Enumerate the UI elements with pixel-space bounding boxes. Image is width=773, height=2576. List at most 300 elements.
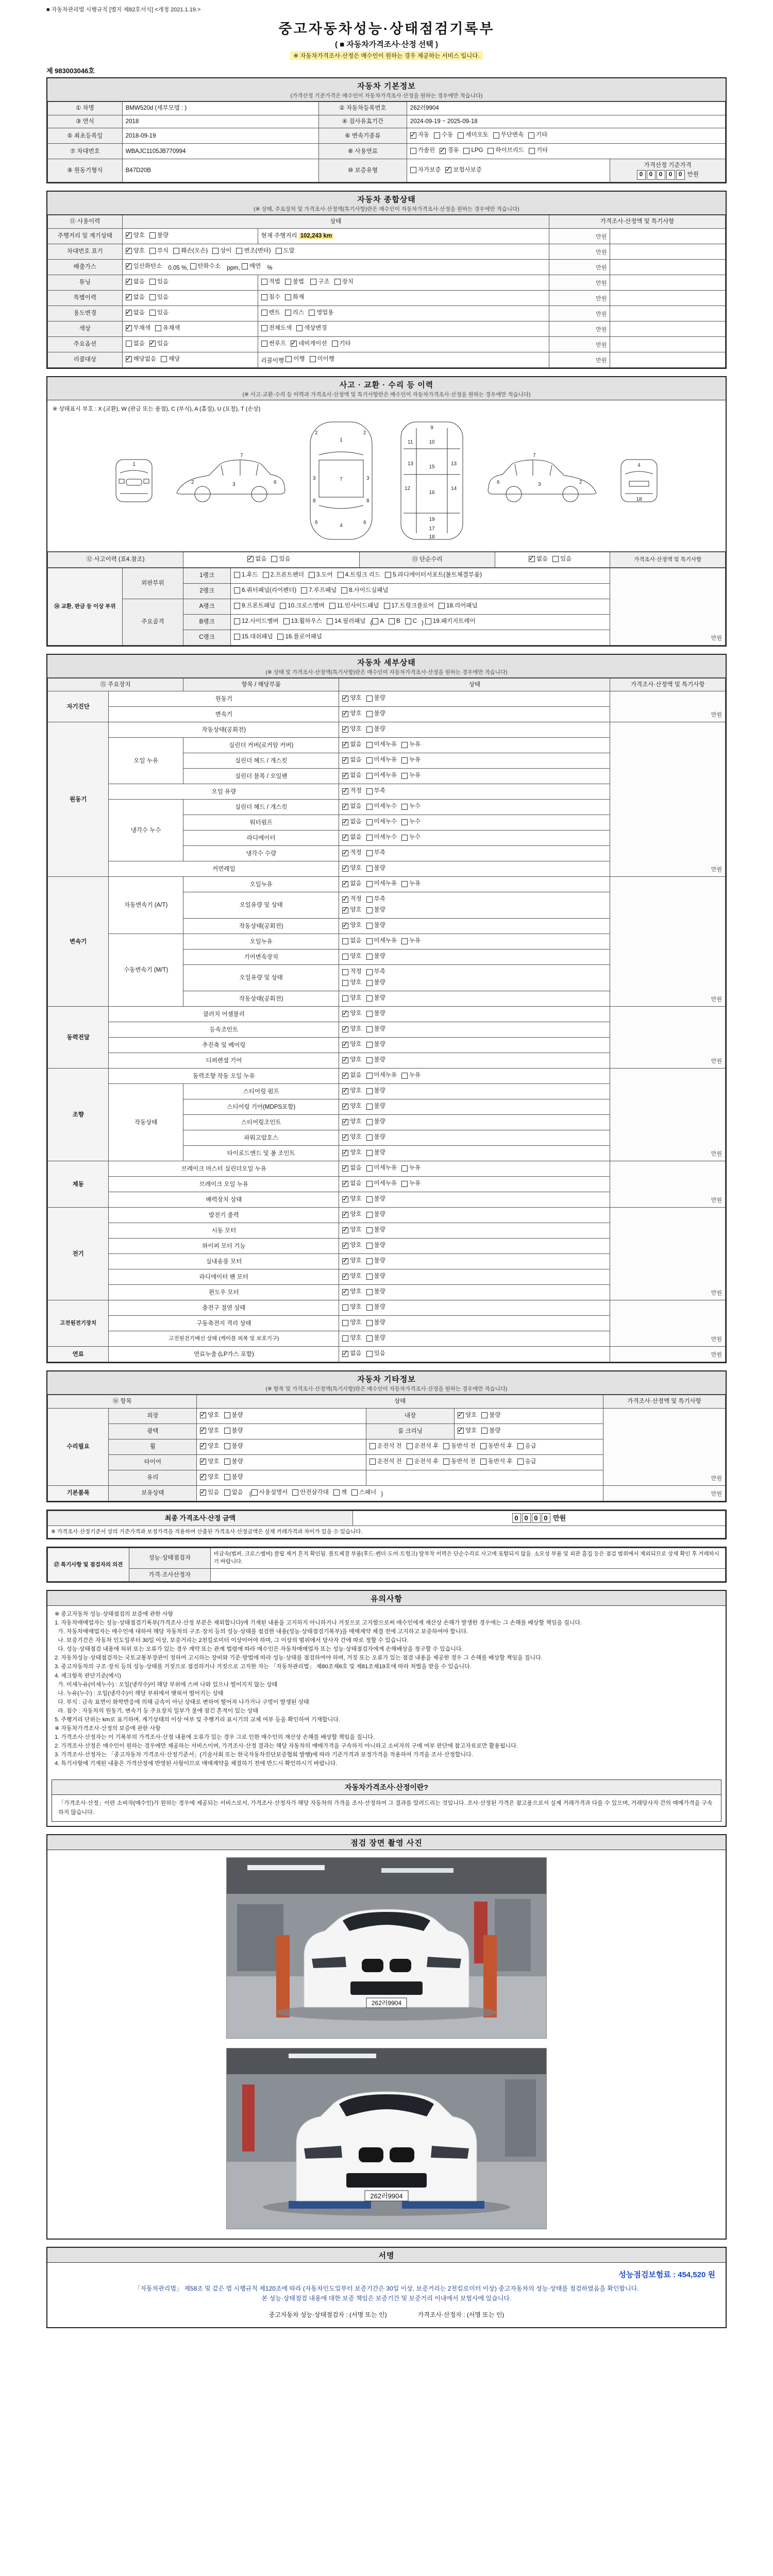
checkbox-option[interactable]: 불량 bbox=[366, 864, 385, 873]
checkbox-option[interactable]: ✓ 없음 bbox=[342, 740, 361, 749]
checkbox-option[interactable]: 누유 bbox=[401, 879, 421, 888]
checkbox-option[interactable]: ✓ 양호 bbox=[458, 1411, 477, 1420]
checkbox-option[interactable]: 사용설명서 bbox=[251, 1488, 288, 1497]
checkbox-option[interactable]: 동반석 전 bbox=[443, 1458, 476, 1466]
checkbox-option[interactable]: 불량 bbox=[366, 1303, 385, 1312]
value-cell bbox=[197, 1486, 603, 1501]
value-cell bbox=[339, 1177, 610, 1192]
checkbox-option[interactable]: 양호 bbox=[342, 1334, 361, 1343]
checkbox-option[interactable]: 리스 bbox=[285, 309, 304, 317]
checkbox-option[interactable]: ✓ 양호 bbox=[342, 906, 361, 914]
checkbox-option[interactable]: ✓ 양호 bbox=[200, 1473, 219, 1482]
checkbox-option[interactable]: 불량 bbox=[366, 1226, 385, 1234]
checkbox-option[interactable]: ✓ 없음 bbox=[342, 1179, 361, 1188]
section-basic-info bbox=[46, 77, 727, 183]
checkbox-option[interactable]: 불량 bbox=[481, 1411, 500, 1420]
checkbox-option[interactable]: ✓ 양호 bbox=[342, 1241, 361, 1250]
table-row bbox=[48, 244, 726, 259]
value-cell: 원동기 bbox=[109, 691, 339, 707]
checkbox-option[interactable]: ✓ 없음 bbox=[342, 879, 361, 888]
checkbox-option[interactable]: 양호 bbox=[342, 978, 361, 987]
checkbox-option[interactable]: ✓ 양호 bbox=[342, 1087, 361, 1095]
checkbox-option[interactable]: 19.패키지트레이 bbox=[425, 617, 476, 626]
checkbox-option[interactable]: 부족 bbox=[366, 895, 385, 904]
checked-box-icon bbox=[126, 356, 132, 362]
unchecked-box-icon bbox=[366, 881, 373, 887]
checkbox-option[interactable]: 미세누유 bbox=[366, 937, 397, 945]
value-cell: 실내송풍 모터 bbox=[109, 1254, 339, 1269]
checkbox-option[interactable]: 있음 bbox=[149, 278, 169, 286]
checkbox-option[interactable]: 미세누수 bbox=[366, 802, 397, 811]
svg-text:12: 12 bbox=[405, 485, 411, 492]
checkbox-option[interactable]: ✓ 양호 bbox=[342, 709, 361, 718]
checkbox-option[interactable]: 구조 bbox=[310, 278, 329, 286]
value-cell bbox=[339, 753, 610, 769]
checkbox-option[interactable]: 적정 bbox=[342, 968, 361, 976]
document-subtitle: ( ■ 자동차가격조사·산정 선택 ) bbox=[334, 40, 439, 49]
unchecked-box-icon bbox=[366, 788, 373, 794]
field-label-reg-no: ② 자동차등록번호 bbox=[318, 102, 407, 115]
label-cell: 용도변경 bbox=[48, 306, 123, 321]
unchecked-box-icon bbox=[480, 1443, 486, 1449]
checkbox-option[interactable]: 응급 bbox=[517, 1458, 536, 1466]
checkbox-option[interactable]: 4.트렁크 리드 bbox=[338, 571, 380, 580]
checkbox-option[interactable]: 해당 bbox=[161, 355, 180, 364]
unchecked-box-icon bbox=[366, 1104, 373, 1110]
checkbox-option[interactable]: 불량 bbox=[366, 952, 385, 961]
checkbox-option[interactable]: ✓ 적정 bbox=[342, 895, 361, 904]
checkbox-option[interactable]: ✓ 양호 bbox=[342, 1272, 361, 1281]
checkbox-option[interactable]: ✓ 없음 bbox=[247, 555, 266, 564]
checkbox-option[interactable]: 13.휠하우스 bbox=[283, 617, 322, 626]
checkbox-option[interactable]: ✓ 양호 bbox=[200, 1442, 219, 1451]
checkbox-option[interactable]: ✓ 양호 bbox=[342, 1148, 361, 1157]
checkbox-option[interactable]: ✓ 경유 bbox=[440, 146, 459, 155]
checked-box-icon bbox=[126, 279, 132, 285]
checkbox-option[interactable]: ✓ 적정 bbox=[342, 849, 361, 857]
checkbox-option[interactable]: 양호 bbox=[342, 994, 361, 1003]
checkbox-option[interactable]: 미세누유 bbox=[366, 1179, 397, 1188]
value-cell bbox=[339, 861, 610, 877]
checkbox-option[interactable]: 불량 bbox=[366, 1040, 385, 1049]
checkbox-option[interactable]: 11.인사이드패널 bbox=[329, 602, 379, 611]
appraiser-opinion-text bbox=[210, 1568, 725, 1582]
checkbox-option[interactable]: ✓ 있음 bbox=[149, 340, 169, 348]
checkbox-option[interactable]: 도말 bbox=[276, 247, 295, 256]
label-cell: 배출가스 bbox=[48, 259, 123, 275]
checkbox-option[interactable]: ✓ 있음 bbox=[200, 1488, 219, 1497]
accident-history_table bbox=[47, 552, 726, 568]
value-cell bbox=[339, 877, 610, 892]
checkbox-option[interactable]: 부족 bbox=[366, 787, 385, 795]
value-cell: 연료 bbox=[48, 1347, 109, 1362]
checkbox-option[interactable]: ✓ 없음 bbox=[342, 802, 361, 811]
checkbox-option[interactable]: LPG bbox=[463, 146, 483, 155]
price-cell: 만원 bbox=[603, 1409, 726, 1486]
checkbox-option[interactable]: 불량 bbox=[224, 1427, 243, 1435]
checkbox-option[interactable]: 미세누유 bbox=[366, 1164, 397, 1173]
checkbox-option[interactable]: 양호 bbox=[342, 1318, 361, 1327]
checkbox-option[interactable]: 누수 bbox=[401, 818, 421, 826]
checkbox-option[interactable]: ✓ 없음 bbox=[342, 756, 361, 765]
checkbox-option[interactable]: ✓ 양호 bbox=[342, 1133, 361, 1142]
checkbox-option[interactable]: 동반석 후 bbox=[480, 1442, 513, 1451]
checkbox-option[interactable]: ✓ 없음 bbox=[342, 1071, 361, 1080]
checkbox-option[interactable]: ✓ 양호 bbox=[342, 1195, 361, 1204]
checkbox-option[interactable]: 동반석 전 bbox=[443, 1442, 476, 1451]
checkbox-option[interactable]: ✓ 자동 bbox=[410, 131, 429, 140]
checkbox-option[interactable]: 누유 bbox=[401, 937, 421, 945]
checkbox-option[interactable]: 영업용 bbox=[309, 309, 333, 317]
checkbox-option[interactable]: 기타 bbox=[529, 146, 548, 155]
checkbox-option[interactable]: 전체도색 bbox=[261, 324, 292, 333]
checkbox-option[interactable]: 불량 bbox=[366, 1210, 385, 1219]
checkbox-option[interactable]: B bbox=[389, 617, 400, 626]
checkbox-option[interactable]: 미세누유 bbox=[366, 756, 397, 765]
value-cell bbox=[495, 552, 610, 567]
checkbox-option[interactable]: 유채색 bbox=[155, 324, 180, 333]
car-underbody-diagram bbox=[393, 418, 470, 544]
checkbox-option[interactable]: ✓ 없음 bbox=[126, 309, 145, 317]
checkbox-option[interactable]: 17.트렁크플로어 bbox=[384, 602, 434, 611]
checked-box-icon bbox=[342, 1057, 348, 1063]
section-other-info bbox=[46, 1370, 727, 1502]
checked-box-icon bbox=[342, 819, 348, 825]
value-cell: 오일 누유 bbox=[109, 738, 183, 784]
table-row bbox=[48, 259, 726, 275]
checkbox-option[interactable]: ✓ 양호 bbox=[342, 1117, 361, 1126]
checkbox-option[interactable]: 운전석 후 bbox=[407, 1458, 439, 1466]
unchecked-box-icon bbox=[212, 248, 219, 254]
checkbox-option[interactable]: 미세누유 bbox=[366, 740, 397, 749]
checkbox-option[interactable]: 불량 bbox=[366, 725, 385, 734]
checkbox-option[interactable]: 불량 bbox=[366, 1195, 385, 1204]
checkbox-option[interactable]: 안전삼각대 bbox=[292, 1488, 329, 1497]
svg-text:6: 6 bbox=[363, 519, 366, 526]
checkbox-option[interactable]: ✓ 양호 bbox=[342, 1009, 361, 1018]
value-cell: 작동상태(공회전) bbox=[183, 991, 339, 1007]
checkbox-option[interactable]: 장치 bbox=[334, 278, 354, 286]
checkbox-option[interactable]: ✓ 적정 bbox=[342, 787, 361, 795]
value-cell bbox=[258, 306, 549, 321]
checkbox-option[interactable]: 하이브리드 bbox=[488, 146, 524, 155]
checkbox-option[interactable]: 없음 bbox=[126, 340, 145, 348]
checkbox-option[interactable]: 불량 bbox=[366, 1133, 385, 1142]
value-cell: 고전원전기장치 bbox=[48, 1300, 109, 1347]
checkbox-option[interactable]: 16.플로어패널 bbox=[277, 633, 322, 641]
checkbox-option[interactable]: 불량 bbox=[366, 1025, 385, 1033]
checkbox-option[interactable]: ✓ 양호 bbox=[458, 1427, 477, 1435]
checkbox-option[interactable]: 운전석 전 bbox=[369, 1458, 402, 1466]
checkbox-option[interactable]: ✓ 없음 bbox=[529, 555, 548, 564]
checkbox-option[interactable]: ✓ 양호 bbox=[342, 1040, 361, 1049]
checkbox-option[interactable]: 누유 bbox=[401, 1179, 421, 1188]
col-header-price-remarks: 가격조사·산정액 및 특기사항 bbox=[603, 1395, 726, 1409]
checkbox-option[interactable]: 7.루프패널 bbox=[301, 586, 337, 595]
checkbox-option[interactable]: 미세누수 bbox=[366, 818, 397, 826]
checkbox-option[interactable]: 매연 bbox=[242, 262, 261, 271]
checked-box-icon bbox=[342, 1026, 348, 1032]
checkbox-option[interactable]: 불량 bbox=[224, 1473, 243, 1482]
svg-text:6: 6 bbox=[497, 480, 500, 486]
label-cell: 보유상태 bbox=[109, 1486, 197, 1501]
checkbox-option[interactable]: 불법 bbox=[285, 278, 304, 286]
checkbox-option[interactable]: 운전석 전 bbox=[369, 1442, 402, 1451]
unchecked-box-icon bbox=[369, 1443, 376, 1449]
checkbox-option[interactable]: 1.후드 bbox=[234, 571, 258, 580]
checkbox-option[interactable]: ✓ 양호 bbox=[200, 1458, 219, 1466]
checkbox-option[interactable]: 3.도어 bbox=[309, 571, 333, 580]
unchecked-box-icon bbox=[224, 1459, 230, 1465]
checkbox-option[interactable]: ✓ 없음 bbox=[342, 1164, 361, 1173]
checked-box-icon bbox=[342, 1258, 348, 1264]
checkbox-option[interactable]: 세미오토 bbox=[458, 131, 488, 140]
checkbox-option[interactable]: 미세누수 bbox=[366, 833, 397, 842]
value-cell bbox=[610, 228, 726, 244]
value-cell: 냉각수 누수 bbox=[109, 800, 183, 861]
checkbox-option[interactable]: ✓ 없음 bbox=[342, 771, 361, 780]
checkbox-option[interactable]: 누유 bbox=[401, 1164, 421, 1173]
checkbox-option[interactable]: 자가보증 bbox=[410, 166, 441, 175]
checkbox-option[interactable]: ✓ 양호 bbox=[342, 1025, 361, 1033]
value-cell bbox=[231, 614, 610, 630]
checkbox-option[interactable]: 5.라디에이터서포트(볼트체결부품) bbox=[385, 571, 482, 580]
checkbox-option[interactable]: 18.리어패널 bbox=[439, 602, 477, 611]
checkbox-option[interactable]: 14.필러패널 bbox=[327, 617, 365, 626]
checkbox-option[interactable]: ✓ 없음 bbox=[342, 818, 361, 826]
unchecked-box-icon bbox=[401, 742, 408, 748]
checkbox-option[interactable]: 기타 bbox=[332, 340, 351, 348]
value-cell: 변속기 bbox=[48, 877, 109, 1007]
checkbox-option[interactable]: 누유 bbox=[401, 1071, 421, 1080]
text: ( bbox=[370, 620, 373, 626]
checkbox-option[interactable]: 변조(변타) bbox=[236, 247, 271, 256]
checkbox-option[interactable]: ✓ 양호 bbox=[342, 725, 361, 734]
value-cell bbox=[339, 831, 610, 846]
checkbox-option[interactable]: 적법 bbox=[261, 278, 280, 286]
checkbox-option[interactable]: 불량 bbox=[366, 1117, 385, 1126]
checkbox-option[interactable]: ✓ 양호 bbox=[126, 247, 145, 256]
checkbox-option[interactable]: 있음 bbox=[552, 555, 572, 564]
checkbox-option[interactable]: 상이 bbox=[212, 247, 231, 256]
checkbox-option[interactable]: 불량 bbox=[366, 1287, 385, 1296]
unchecked-box-icon bbox=[234, 603, 240, 609]
checkbox-option[interactable]: 훼손(오손) bbox=[173, 247, 208, 256]
checkbox-option[interactable]: 없음 bbox=[342, 937, 361, 945]
checkbox-option[interactable]: ✓ 무채색 bbox=[126, 324, 150, 333]
checkbox-option[interactable]: 화재 bbox=[285, 293, 304, 302]
checkbox-option[interactable]: 있음 bbox=[149, 293, 169, 302]
checkbox-option[interactable]: 불량 bbox=[366, 1102, 385, 1111]
checkbox-option[interactable]: 미세누유 bbox=[366, 1071, 397, 1080]
checkbox-option[interactable]: ✓ 해당없음 bbox=[126, 355, 156, 364]
checkbox-option[interactable]: 양호 bbox=[342, 1303, 361, 1312]
checked-box-icon bbox=[126, 325, 132, 331]
checkbox-option[interactable]: ✓ 없음 bbox=[342, 1349, 361, 1358]
text: 현재 주행거리 bbox=[261, 232, 299, 239]
checkbox-option[interactable]: 누유 bbox=[401, 756, 421, 765]
unchecked-box-icon bbox=[372, 618, 378, 624]
checkbox-option[interactable]: 있음 bbox=[366, 1349, 385, 1358]
value-cell bbox=[197, 1439, 366, 1455]
amount-digit-box: 0 bbox=[512, 1513, 521, 1523]
checkbox-option[interactable]: A bbox=[372, 617, 384, 626]
inspection-photo-2 bbox=[227, 2048, 546, 2229]
checkbox-option[interactable]: 색상변경 bbox=[296, 324, 327, 333]
checkbox-option[interactable]: 불량 bbox=[224, 1411, 243, 1420]
unchecked-box-icon bbox=[366, 696, 373, 702]
checked-box-icon bbox=[200, 1443, 206, 1449]
checkbox-option[interactable]: 불량 bbox=[366, 921, 385, 930]
checkbox-option[interactable]: ✓ 양호 bbox=[342, 1287, 361, 1296]
unchecked-box-icon bbox=[401, 773, 408, 779]
checkbox-option[interactable]: 불량 bbox=[366, 1087, 385, 1095]
checkbox-option[interactable]: ✓ 양호 bbox=[342, 1226, 361, 1234]
checkbox-option[interactable]: 없음 bbox=[224, 1488, 243, 1497]
checkbox-option[interactable]: ✓ 없음 bbox=[126, 293, 145, 302]
checkbox-option[interactable]: 미세누유 bbox=[366, 771, 397, 780]
checkbox-option[interactable]: 불량 bbox=[149, 231, 169, 240]
checkbox-option[interactable]: 불량 bbox=[366, 1241, 385, 1250]
unchecked-box-icon bbox=[366, 726, 373, 733]
checkbox-option[interactable]: 불량 bbox=[366, 906, 385, 914]
checked-box-icon bbox=[126, 232, 132, 239]
checkbox-option[interactable]: ✓ 양호 bbox=[126, 231, 145, 240]
value-cell bbox=[339, 1038, 610, 1053]
checkbox-option[interactable]: ✓ 양호 bbox=[342, 864, 361, 873]
checkbox-option[interactable]: 불량 bbox=[366, 1056, 385, 1064]
text: ( bbox=[247, 1491, 251, 1498]
checkbox-option[interactable]: ✓ 양호 bbox=[342, 1102, 361, 1111]
label-cell: 주요골격 bbox=[122, 599, 183, 645]
unchecked-box-icon bbox=[366, 980, 373, 986]
checkbox-option[interactable]: 미세누유 bbox=[366, 879, 397, 888]
checkbox-option[interactable]: 무단변속 bbox=[493, 131, 524, 140]
checkbox-option[interactable]: 동반석 후 bbox=[480, 1458, 513, 1466]
value-cell bbox=[339, 892, 610, 919]
checkbox-option[interactable]: 탄화수소 bbox=[190, 262, 221, 271]
checkbox-option[interactable]: ✓ 보험사보증 bbox=[445, 166, 482, 175]
checkbox-option[interactable]: 불량 bbox=[366, 1318, 385, 1327]
checkbox-option[interactable]: ✓ 네비게이션 bbox=[291, 340, 327, 348]
checkbox-option[interactable]: 응급 bbox=[517, 1442, 536, 1451]
checkbox-option[interactable]: 불량 bbox=[366, 978, 385, 987]
checkbox-option[interactable]: 잭 bbox=[333, 1488, 347, 1497]
checkbox-option[interactable]: 가솔린 bbox=[410, 146, 435, 155]
checkbox-option[interactable]: 수동 bbox=[434, 131, 453, 140]
checked-box-icon bbox=[291, 341, 297, 347]
checkbox-option[interactable]: ✓ 일산화탄소 bbox=[126, 262, 162, 271]
checked-box-icon bbox=[342, 804, 348, 810]
checkbox-option[interactable]: 침수 bbox=[261, 293, 280, 302]
value-cell bbox=[366, 1439, 603, 1455]
checkbox-option[interactable]: 불량 bbox=[366, 694, 385, 703]
section-title-note: (가격산정 기준가격은 매수인이 자동차가격조사·산정을 원하는 경우에만 적습니다) bbox=[290, 93, 483, 99]
checkbox-option[interactable]: 불량 bbox=[366, 1009, 385, 1018]
seal-note: (서명 또는 인) bbox=[466, 2311, 505, 2318]
checkbox-option[interactable]: 누수 bbox=[401, 833, 421, 842]
checkbox-option[interactable]: 불량 bbox=[366, 1257, 385, 1265]
checkbox-option[interactable]: 스패너 bbox=[351, 1488, 376, 1497]
checkbox-option[interactable]: ✓ 없음 bbox=[126, 278, 145, 286]
checkbox-option[interactable]: ✓ 양호 bbox=[342, 1056, 361, 1064]
value-cell bbox=[339, 1316, 610, 1331]
checkbox-option[interactable]: 있음 bbox=[149, 309, 169, 317]
unchecked-box-icon bbox=[410, 148, 416, 154]
checkbox-option[interactable]: 불량 bbox=[366, 1334, 385, 1343]
checkbox-option[interactable]: ✓ 양호 bbox=[200, 1427, 219, 1435]
label-cell: 2랭크 bbox=[183, 583, 230, 599]
overall-condition-table-mount bbox=[47, 215, 726, 368]
unchecked-box-icon bbox=[488, 148, 494, 154]
unchecked-box-icon bbox=[369, 1459, 376, 1465]
checkbox-option[interactable]: 6.쿼터패널(리어펜더) bbox=[234, 586, 296, 595]
checkbox-option[interactable]: 불량 bbox=[366, 1272, 385, 1281]
signature-body bbox=[47, 2263, 726, 2327]
checkbox-option[interactable]: 썬루프 bbox=[261, 340, 286, 348]
checkbox-option[interactable]: 2.프론트펜더 bbox=[263, 571, 304, 580]
checkbox-option[interactable]: ✓ 없음 bbox=[342, 833, 361, 842]
unchecked-box-icon bbox=[327, 618, 333, 624]
checkbox-option[interactable]: 9.프론트패널 bbox=[234, 602, 275, 611]
checkbox-option[interactable]: 부족 bbox=[366, 968, 385, 976]
checkbox-option[interactable]: 불량 bbox=[481, 1427, 500, 1435]
checkbox-option[interactable]: 12.사이드멤버 bbox=[234, 617, 279, 626]
checkbox-option[interactable]: 불량 bbox=[366, 709, 385, 718]
checkbox-option[interactable]: 기타 bbox=[528, 131, 547, 140]
field-value-car-name: BMW520d (세부모델 : ) bbox=[122, 102, 318, 115]
checkbox-option[interactable]: ✓ 양호 bbox=[342, 1257, 361, 1265]
detail-table bbox=[47, 678, 726, 1363]
unchecked-box-icon bbox=[401, 804, 408, 810]
checkbox-option[interactable]: 누유 bbox=[401, 771, 421, 780]
text: ) bbox=[381, 1491, 383, 1498]
checkbox-option[interactable]: 양호 bbox=[342, 952, 361, 961]
checkbox-option[interactable]: 렌트 bbox=[261, 309, 280, 317]
checkbox-option[interactable]: 8.사이드실패널 bbox=[341, 586, 388, 595]
checkbox-option[interactable]: 불량 bbox=[366, 1148, 385, 1157]
value-cell: 발전기 출력 bbox=[109, 1208, 339, 1223]
table-row bbox=[48, 306, 726, 321]
checkbox-option[interactable]: ✓ 양호 bbox=[342, 694, 361, 703]
unchecked-box-icon bbox=[310, 279, 316, 285]
checkbox-option[interactable]: ✓ 양호 bbox=[342, 921, 361, 930]
checkbox-option[interactable]: 불량 bbox=[366, 994, 385, 1003]
unchecked-box-icon bbox=[366, 866, 373, 872]
checkbox-option[interactable]: 부족 bbox=[366, 849, 385, 857]
checkbox-option[interactable]: 불량 bbox=[224, 1458, 243, 1466]
checkbox-option[interactable]: ✓ 양호 bbox=[200, 1411, 219, 1420]
checkbox-option[interactable]: 미이행 bbox=[310, 355, 334, 364]
unchecked-box-icon bbox=[493, 132, 499, 139]
checkbox-option[interactable]: 10.크로스멤버 bbox=[280, 602, 325, 611]
checkbox-option[interactable]: 15.대쉬패널 bbox=[234, 633, 273, 641]
checkbox-option[interactable]: C bbox=[405, 617, 417, 626]
value-cell bbox=[610, 321, 726, 336]
value-cell bbox=[610, 306, 726, 321]
checkbox-option[interactable]: 있음 bbox=[271, 555, 290, 564]
checkbox-option[interactable]: 누수 bbox=[401, 802, 421, 811]
checkbox-option[interactable]: ✓ 양호 bbox=[342, 1210, 361, 1219]
label-cell: 휠 bbox=[109, 1439, 197, 1455]
checkbox-option[interactable]: 운전석 후 bbox=[407, 1442, 439, 1451]
checkbox-option[interactable]: 부식 bbox=[149, 247, 169, 256]
svg-text:16: 16 bbox=[429, 489, 435, 496]
checked-box-icon bbox=[342, 711, 348, 717]
checkbox-option[interactable]: 누유 bbox=[401, 740, 421, 749]
checkbox-option[interactable]: 이행 bbox=[285, 355, 305, 364]
checkbox-option[interactable]: 불량 bbox=[224, 1442, 243, 1451]
